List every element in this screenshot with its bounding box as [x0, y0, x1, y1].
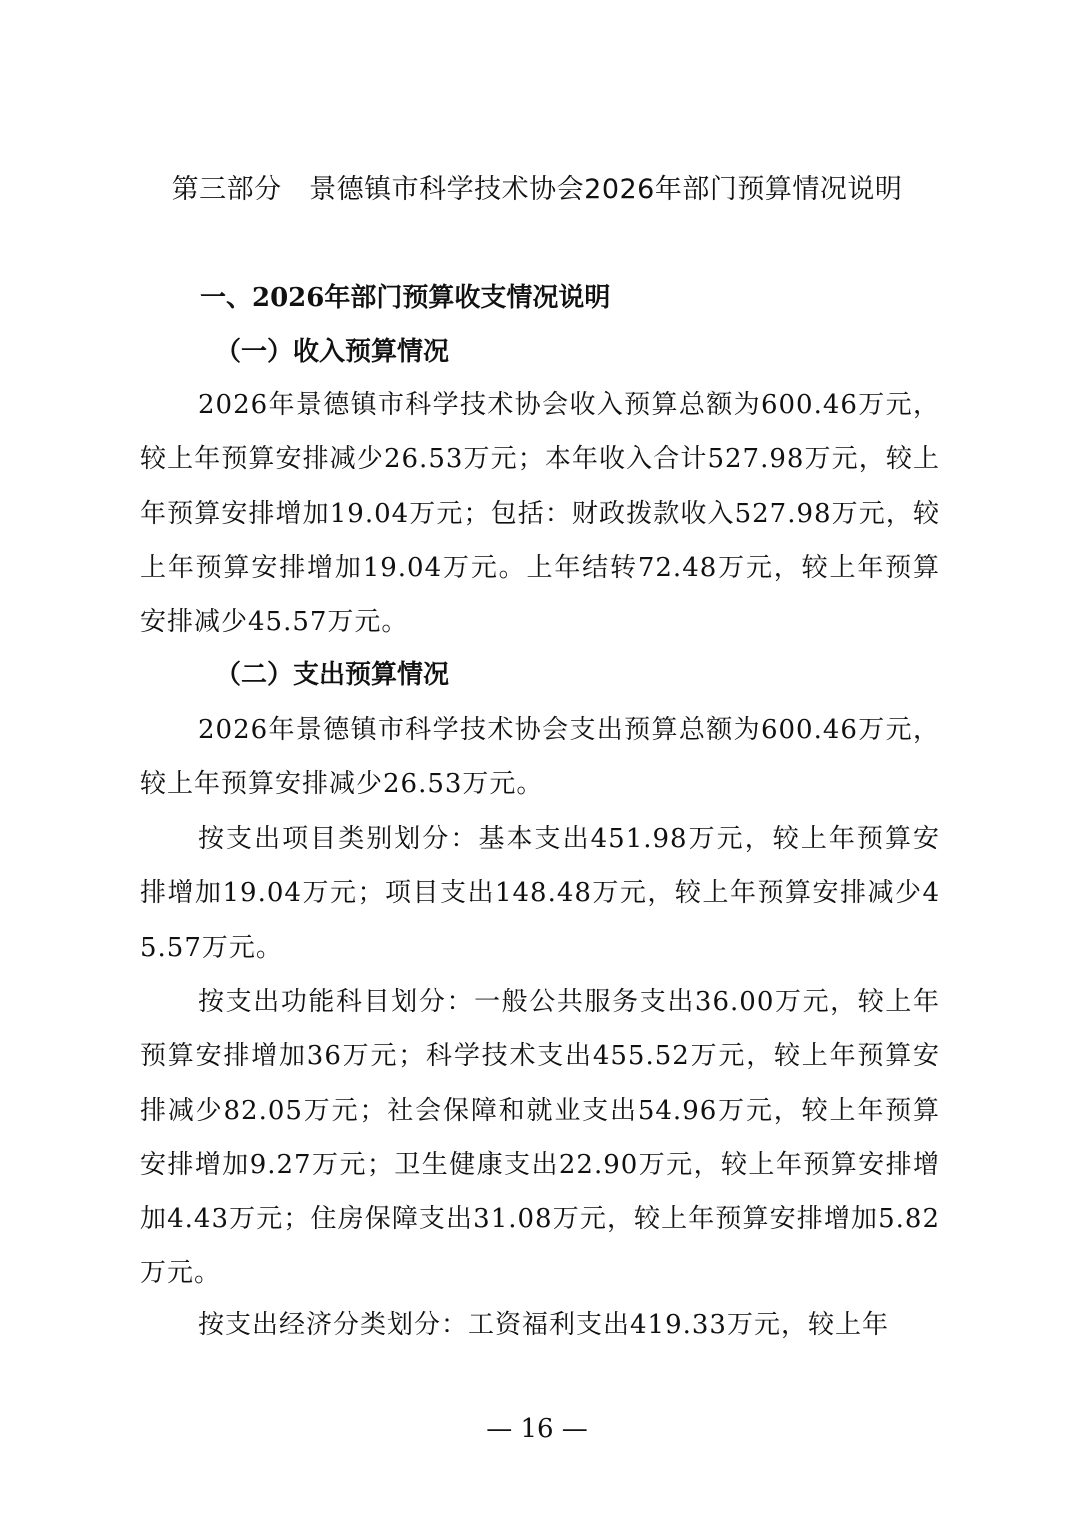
- paragraph-by-economic: 按支出经济分类划分：工资福利支出419.33万元，较上年: [198, 1310, 889, 1340]
- paragraph-expense-total: 2026年景德镇市科学技术协会支出预算总额为600.46万元，较上年预算安排减少26.53万元。: [140, 715, 940, 800]
- subsection-heading-income: （一）收入预算情况: [215, 337, 450, 367]
- subsection-heading-expense: （二）支出预算情况: [215, 660, 450, 690]
- section-heading: 一、2026年部门预算收支情况说明: [200, 283, 611, 313]
- page-title: 第三部分 景德镇市科学技术协会2026年部门预算情况说明: [171, 174, 903, 205]
- paragraph-income: 2026年景德镇市科学技术协会收入预算总额为600.46万元，较上年预算安排减少26.53万元；本年收入合计527.98万元，较上年预算安排增加19.04万元；包括：财政拨款收入527.98万元，较上年预算安排增加19.04万元。上年结转72.48万元，较上年预算安排减少45.57万元。: [140, 390, 940, 638]
- paragraph-by-project: 按支出项目类别划分：基本支出451.98万元，较上年预算安排增加19.04万元；项目支出148.48万元，较上年预算安排减少45.57万元。: [140, 824, 940, 963]
- page-number: — 16 —: [486, 1414, 588, 1444]
- paragraph-by-function: 按支出功能科目划分：一般公共服务支出36.00万元，较上年预算安排增加36万元；科学技术支出455.52万元，较上年预算安排减少82.05万元；社会保障和就业支出54.96万元，较上年预算安排增加9.27万元；卫生健康支出22.90万元，较上年预算安排增加4.43万元；住房保障支出31.08万元，较上年预算安排增加5.82万元。: [140, 987, 940, 1289]
